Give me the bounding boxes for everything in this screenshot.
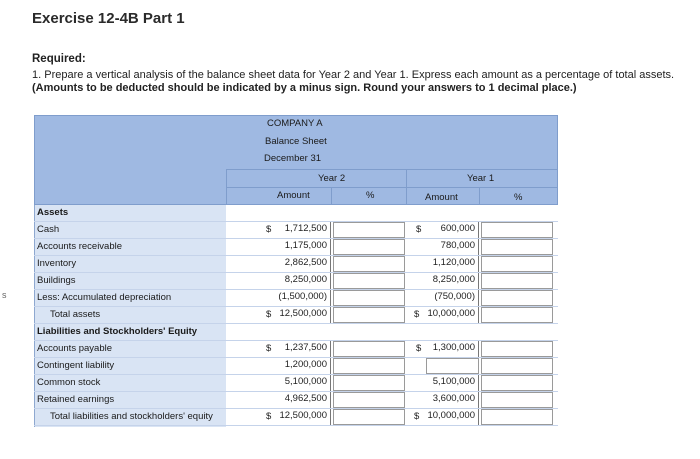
- year1-total-assets-percent-input[interactable]: [481, 307, 553, 323]
- year1-accum-dep-amount: (750,000): [426, 290, 479, 306]
- year2-buildings-amount: 8,250,000: [278, 273, 331, 289]
- year1-percent-header: %: [514, 192, 523, 203]
- dollar-sign: $: [266, 224, 272, 235]
- table-row: [34, 392, 558, 409]
- year2-total-assets-percent-input[interactable]: [333, 307, 405, 323]
- year2-total-le-amount: 12,500,000: [278, 409, 331, 425]
- instructions-bold: (Amounts to be deducted should be indicated by a minus sign. Round your answers to 1 decimal place.): [32, 82, 577, 94]
- row-label: Accounts payable: [37, 343, 112, 354]
- row-label: Common stock: [37, 377, 101, 388]
- year2-cash-amount: 1,712,500: [278, 222, 331, 238]
- row-label: Retained earnings: [37, 394, 115, 405]
- year1-amount-header: Amount: [425, 192, 458, 203]
- year1-buildings-percent-input[interactable]: [481, 273, 553, 289]
- dollar-sign: $: [416, 224, 422, 235]
- row-label: Cash: [37, 224, 60, 235]
- year2-ap-amount: 1,237,500: [278, 341, 331, 357]
- statement-name: Balance Sheet: [265, 136, 327, 147]
- table-row: [34, 341, 558, 358]
- exercise-title: Exercise 12-4B Part 1: [32, 10, 185, 27]
- table-row: [34, 256, 558, 273]
- year1-retained-percent-input[interactable]: [481, 392, 553, 408]
- table-row: [34, 273, 558, 290]
- year2-ap-percent-input[interactable]: [333, 341, 405, 357]
- year1-total-le-percent-input[interactable]: [481, 409, 553, 425]
- year1-buildings-amount: 8,250,000: [426, 273, 479, 289]
- year1-retained-amount: 3,600,000: [426, 392, 479, 408]
- year2-common-percent-input[interactable]: [333, 375, 405, 391]
- liabilities-heading: Liabilities and Stockholders' Equity: [37, 326, 198, 337]
- year2-inventory-amount: 2,862,500: [278, 256, 331, 272]
- statement-date: December 31: [264, 153, 322, 164]
- dollar-sign: $: [266, 343, 272, 354]
- year2-ar-percent-input[interactable]: [333, 239, 405, 255]
- dollar-sign: $: [266, 309, 272, 320]
- year1-accum-dep-percent-input[interactable]: [481, 290, 553, 306]
- dollar-sign: $: [416, 343, 422, 354]
- table-row: [34, 205, 558, 222]
- instructions: [32, 69, 682, 95]
- year2-inventory-percent-input[interactable]: [333, 256, 405, 272]
- year1-common-amount: 5,100,000: [426, 375, 479, 391]
- dollar-sign: $: [266, 411, 272, 422]
- dollar-sign: $: [414, 309, 420, 320]
- year1-ap-amount: 1,300,000: [426, 341, 479, 357]
- instructions-plain: 1. Prepare a vertical analysis of the balance sheet data for Year 2 and Year 1. Express each amount as a percentage of total assets.: [32, 69, 675, 81]
- year2-percent-header: %: [366, 190, 375, 201]
- table-row: [34, 375, 558, 392]
- year2-header: Year 2: [318, 173, 346, 184]
- balance-sheet-table: [34, 115, 558, 427]
- year1-ap-percent-input[interactable]: [481, 341, 553, 357]
- table-row: [34, 290, 558, 307]
- year2-total-le-percent-input[interactable]: [333, 409, 405, 425]
- table-row: [34, 358, 558, 375]
- dollar-sign: $: [414, 411, 420, 422]
- year1-ar-amount: 780,000: [426, 239, 479, 255]
- table-row: [34, 307, 558, 324]
- required-label: Required:: [32, 53, 86, 65]
- year2-retained-amount: 4,962,500: [278, 392, 331, 408]
- year1-total-le-amount: 10,000,000: [426, 409, 479, 425]
- year1-contingent-amount-input[interactable]: [426, 358, 479, 374]
- row-label: Inventory: [37, 258, 77, 269]
- year2-cash-percent-input[interactable]: [333, 222, 405, 238]
- year1-cash-amount: 600,000: [426, 222, 479, 238]
- row-label: Total liabilities and stockholders' equity: [50, 411, 213, 422]
- year1-inventory-percent-input[interactable]: [481, 256, 553, 272]
- year2-retained-percent-input[interactable]: [333, 392, 405, 408]
- year2-buildings-percent-input[interactable]: [333, 273, 405, 289]
- year1-common-percent-input[interactable]: [481, 375, 553, 391]
- year2-contingent-percent-input[interactable]: [333, 358, 405, 374]
- year2-amount-header: Amount: [277, 190, 310, 201]
- year2-ar-amount: 1,175,000: [278, 239, 331, 255]
- year2-total-assets-amount: 12,500,000: [278, 307, 331, 323]
- row-label: Less: Accumulated depreciation: [37, 292, 172, 303]
- table-row: [34, 222, 558, 239]
- table-row: [34, 239, 558, 256]
- year2-common-amount: 5,100,000: [278, 375, 331, 391]
- table-row: [34, 324, 558, 341]
- row-label: Buildings: [37, 275, 76, 286]
- year1-inventory-amount: 1,120,000: [426, 256, 479, 272]
- year2-contingent-amount: 1,200,000: [278, 358, 331, 374]
- year1-total-assets-amount: 10,000,000: [426, 307, 479, 323]
- row-label: Accounts receivable: [37, 241, 123, 252]
- year1-ar-percent-input[interactable]: [481, 239, 553, 255]
- year2-accum-dep-amount: (1,500,000): [278, 290, 331, 306]
- assets-heading: Assets: [37, 207, 69, 218]
- year2-accum-dep-percent-input[interactable]: [333, 290, 405, 306]
- side-marker: s: [2, 290, 7, 300]
- row-label: Total assets: [50, 309, 101, 320]
- year1-header: Year 1: [467, 173, 495, 184]
- year1-contingent-percent-input[interactable]: [481, 358, 553, 374]
- row-label: Contingent liability: [37, 360, 115, 371]
- company-name: COMPANY A: [267, 118, 323, 129]
- year1-cash-percent-input[interactable]: [481, 222, 553, 238]
- table-row: [34, 409, 558, 426]
